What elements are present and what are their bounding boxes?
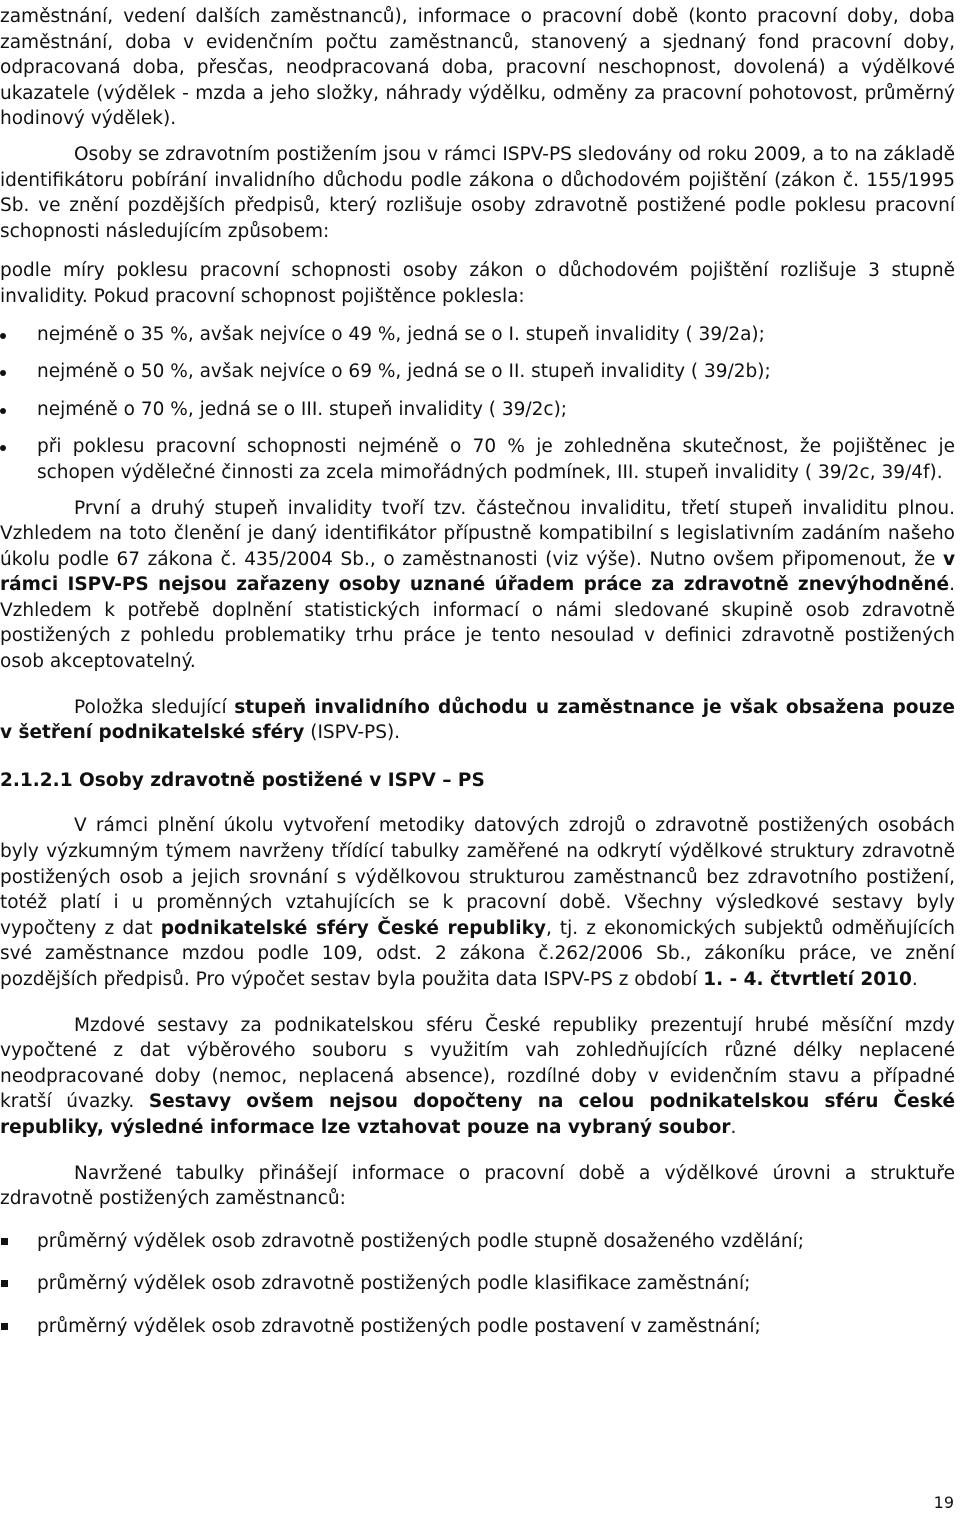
paragraph-item-note: Položka sledující stupeň invalidního důchodu u zaměstnance je však obsažena pouze v šetření podnikatelské sféry (ISPV-PS). — [0, 696, 955, 744]
paragraph-methodology: V rámci plnění úkolu vytvoření metodiky datových zdrojů o zdravotně postižených osobách byly výzkumným týmem navrženy třídící tabulky zaměřené na odkrytí výdělkové struktury zdravotně postižených osob a jejich srovnání s výdělkovou strukturou zaměstnanců bez zdravotního postižení, totéž platí i u proměnných vztahujících se k pracovní době. Všechny výsledkové sestavy byly vypočteny z dat podnikatelské sféry České republiky, tj. z ekonomických subjektů odměňujících své zaměstnance mzdou podle 109, odst. 2 zákona č.262/2006 Sb., zákoníku práce, ve znění pozdějších předpisů. Pro výpočet sestav byla použita data ISPV-PS z období 1. - 4. čtvrtletí 2010. — [0, 815, 955, 990]
list-item: při poklesu pracovní schopnosti nejméně o 70 % je zohledněna skutečnost, že pojištěnec je schopen výdělečné činnosti za zcela mimořádných podmínek, III. stupeň invalidity ( 39/2c, 39/4f). — [0, 434, 955, 485]
bullet-icon — [0, 370, 6, 376]
list-item: průměrný výdělek osob zdravotně postižených podle postavení v zaměstnání; — [0, 1314, 955, 1340]
square-bullet-icon — [1, 1238, 8, 1245]
list-item: nejméně o 70 %, jedná se o III. stupeň invalidity ( 39/2c); — [0, 397, 955, 423]
paragraph-partial-invalidity: První a druhý stupeň invalidity tvoří tzv. částečnou invaliditu, třetí stupeň invaliditu plnou. Vzhledem na toto členění je daný identifikátor přípustně kompatibilní s legislativním zadáním našeho úkolu podle 67 zákona č. 435/2004 Sb., o zaměstnanosti (viz výše). Nutno ovšem připomenout, že v rámci ISPV-PS nejsou zařazeny osoby uznané úřadem práce za zdravotně znevýhodněné. Vzhledem k potřebě doplnění statistických informací o námi sledované skupině osob zdravotně postižených z pohledu problematiky trhu práce je tento nesoulad v definici zdravotně postižených osob akceptovatelný. — [0, 497, 955, 673]
bullet-icon — [0, 408, 6, 414]
invalidity-list — [0, 322, 955, 486]
paragraph-invalidity-levels: podle míry poklesu pracovní schopnosti osoby zákon o důchodovém pojištění rozlišuje 3 stupně invalidity. Pokud pracovní schopnost pojištěnce poklesla: — [0, 260, 955, 307]
document-page — [0, 4, 955, 1340]
section-heading: 2.1.2.1 Osoby zdravotně postižené v ISPV – PS — [0, 769, 485, 791]
paragraph-ispv-ps: Osoby se zdravotním postižením jsou v rámci ISPV-PS sledovány od roku 2009, a to na základě identifikátoru pobírání invalidního důchodu podle zákona o důchodovém pojištění (zákon č. 155/1995 Sb. ve znění pozdějších předpisů, který rozlišuje osoby zdravotně postižené podle poklesu pracovní schopnosti následujícím způsobem: — [0, 143, 955, 242]
bullet-icon — [0, 445, 6, 451]
bullet-icon — [0, 333, 6, 339]
square-bullet-icon — [1, 1280, 8, 1287]
square-bullet-icon — [1, 1323, 8, 1330]
list-item: nejméně o 35 %, avšak nejvíce o 49 %, jedná se o I. stupeň invalidity ( 39/2a); — [0, 322, 955, 348]
paragraph-intro: zaměstnání, vedení dalších zaměstnanců), informace o pracovní době (konto pracovní doby, doba zaměstnání, doba v evidenčním počtu zaměstnanců, stanovený a sjednaný fond pracovní doby, odpracovaná doba, přesčas, neodpracovaná doba, pracovní neschopnost, dovolená) a výdělkové ukazatele (výdělek - mzda a jeho složky, náhrady výdělku, odměny za pracovní pohotovost, průměrný hodinový výdělek). — [0, 6, 955, 130]
page-number: 19 — [933, 1493, 954, 1512]
list-item: nejméně o 50 %, avšak nejvíce o 69 %, jedná se o II. stupeň invalidity ( 39/2b); — [0, 359, 955, 385]
paragraph-wage-reports: Mzdové sestavy za podnikatelskou sféru České republiky prezentují hrubé měsíční mzdy vypočtené z dat výběrového souboru s využitím vah zohledňujících různé délky neplacené neodpracované doby (nemoc, neplacená absence), rozdílné doby v evidenčním stavu a případné kratší úvazky. Sestavy ovšem nejsou dopočteny na celou podnikatelskou sféru České republiky, výsledné informace lze vztahovat pouze na vybraný soubor. — [0, 1014, 955, 1138]
tables-list — [0, 1229, 955, 1340]
list-item: průměrný výdělek osob zdravotně postižených podle stupně dosaženého vzdělání; — [0, 1229, 955, 1255]
paragraph-proposed-tables: Navržené tabulky přinášejí informace o pracovní době a výdělkové úrovni a struktuře zdravotně postižených zaměstnanců: — [0, 1162, 955, 1210]
list-item: průměrný výdělek osob zdravotně postižených podle klasifikace zaměstnání; — [0, 1271, 955, 1297]
